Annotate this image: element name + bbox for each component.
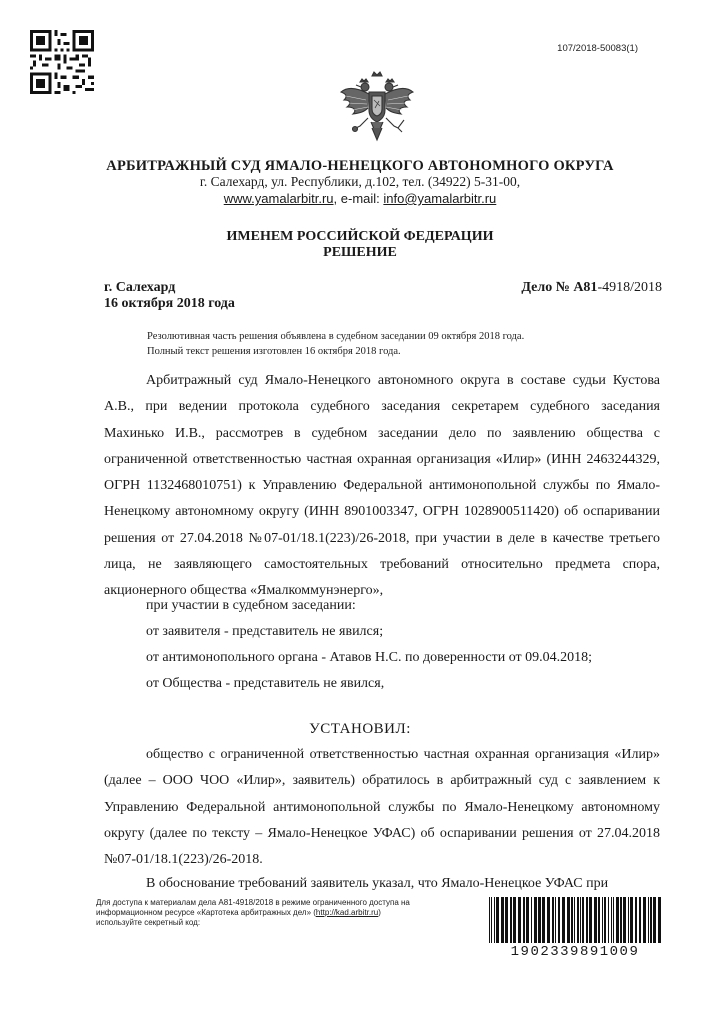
email-label: , e-mail:: [333, 191, 384, 206]
access-footer: [96, 898, 441, 928]
case-label: Дело № А81: [521, 280, 598, 295]
applicant-line: от заявителя - представитель не явился;: [146, 624, 384, 639]
case-number-value: -4918/2018: [597, 280, 662, 295]
decision-heading: РЕШЕНИЕ: [323, 245, 397, 260]
court-email-link[interactable]: info@yamalarbitr.ru: [383, 191, 497, 206]
kad-arbitr-link[interactable]: http://kad.arbitr.ru: [315, 908, 379, 917]
grounds-paragraph: [104, 871, 660, 897]
decision-date: 16 октября 2018 года: [104, 296, 235, 311]
note-operative-part: Резолютивная часть решения объявлена в судебном заседании 09 октября 2018 года.: [147, 331, 525, 342]
decision-city: г. Салехард: [104, 280, 176, 295]
footer-paren: ): [378, 908, 381, 917]
grounds-paragraph-text: В обоснование требований заявитель указал, что Ямало-Ненецкое УФАС при: [146, 876, 609, 891]
footer-line-3: используйте секретный код:: [96, 918, 201, 927]
barcode-number: 1902339891009: [510, 944, 640, 960]
note-full-text: Полный текст решения изготовлен 16 октября 2018 года.: [147, 346, 401, 357]
footer-line-1: Для доступа к материалам дела А81-4918/2018 в режиме ограниченного доступа на: [96, 898, 410, 907]
in-the-name-heading: ИМЕНЕМ РОССИЙСКОЙ ФЕДЕРАЦИИ: [226, 229, 494, 244]
case-number: [521, 280, 662, 296]
established-heading: УСТАНОВИЛ:: [309, 721, 411, 737]
qr-code: [30, 30, 94, 94]
footer-line-2: [96, 908, 441, 918]
document-id: 107/2018-50083(1): [557, 43, 638, 54]
court-title: АРБИТРАЖНЫЙ СУД ЯМАЛО-НЕНЕЦКОГО АВТОНОМНОГО ОКРУГА: [106, 158, 614, 174]
barcode: [487, 897, 663, 943]
coat-of-arms-emblem: [338, 70, 416, 150]
court-contacts: [0, 191, 720, 206]
intro-paragraph-text: Арбитражный суд Ямало-Ненецкого автономного округа в составе судьи Кустова А.В., при ведении протокола судебного заседания секретарем судебного заседания Махинько И.В., рассмотрев в судебном заседании дело по заявлению общества с ограниченной ответственностью частная охранная организация «Илир» (ИНН 2463244329, ОГРН 1132468010751) к Управлению Федеральной антимонопольной службы по Ямало-Ненецкому автономному округу (ИНН 8901003347, ОГРН 1028900511420) об оспаривании решения от 27.04.2018 №07-01/18.1(223)/26-2018, при участии в деле в качестве третьего лица, не заявляющего самостоятельных требований относительно предмета спора, акционерного общества «Ямалкоммунэнерго»,: [104, 373, 660, 599]
antimonopoly-line: от антимонопольного органа - Атавов Н.С. по доверенности от 09.04.2018;: [146, 650, 593, 665]
court-website-link[interactable]: www.yamalarbitr.ru: [223, 191, 334, 206]
participation-line: при участии в судебном заседании:: [146, 598, 356, 613]
claim-paragraph: [104, 742, 660, 873]
footer-resource-text: информационном ресурсе «Картотека арбитражных дел» (: [96, 908, 316, 917]
court-address: г. Салехард, ул. Республики, д.102, тел. (34922) 5-31-00,: [199, 174, 521, 189]
claim-paragraph-text: общество с ограниченной ответственностью частная охранная организация «Илир» (далее – ООО ЧОО «Илир», заявитель) обратилось в арбитражный суд с заявлением к Управлению Федеральной антимонопольной службы по Ямало-Ненецкому автономному округу (далее по тексту – Ямало-Ненецкое УФАС) об оспаривании решения от 27.04.2018 №07-01/18.1(223)/26-2018.: [104, 747, 660, 868]
intro-paragraph: [104, 368, 660, 605]
society-line: от Общества - представитель не явился,: [146, 676, 385, 691]
